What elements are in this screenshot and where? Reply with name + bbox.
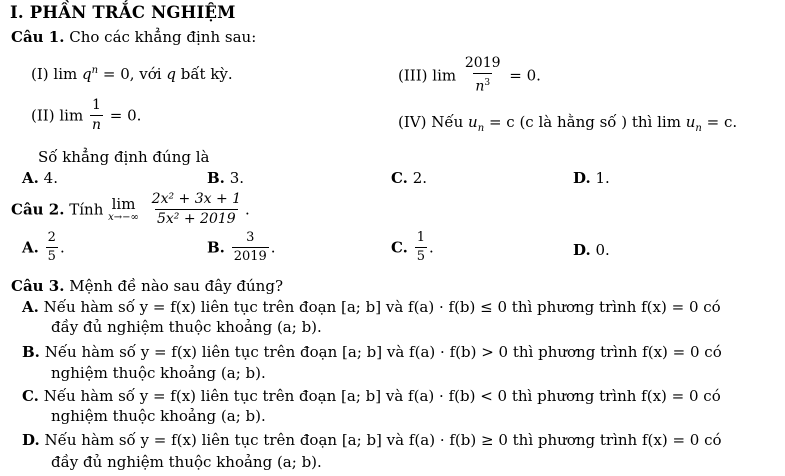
answer-3d-line-2: đầy đủ nghiệm thuộc khoảng (a; b). (51, 453, 322, 471)
fraction (150, 192, 243, 227)
answer-text: 3. (229, 169, 244, 187)
answer-3b-line-2: nghiệm thuộc khoảng (a; b). (51, 364, 266, 382)
fraction (463, 56, 503, 95)
answer-3a[interactable] (22, 298, 721, 316)
answer-2c[interactable] (391, 231, 434, 264)
math-u: u (685, 113, 696, 131)
statement-1-end: bất kỳ. (175, 65, 233, 83)
answer-line-1: Nếu hàm số y = f(x) liên tục trên đoạn [a; b] và f(a) · f(b) ≤ 0 thì phương trình f(x) = 0 có (43, 298, 721, 316)
question-3-label: Câu 3. (11, 277, 65, 295)
answer-end: . (428, 238, 434, 257)
fraction-denominator: 5x² + 2019 (157, 211, 236, 227)
statement-1 (31, 62, 233, 83)
statement-1-number: (I) (31, 65, 49, 83)
answer-2b[interactable] (207, 231, 276, 264)
fraction (415, 231, 427, 264)
statement-2 (31, 98, 141, 133)
math-subscript: n (477, 123, 485, 134)
lim-text: lim (53, 65, 78, 83)
fraction-numerator: 2x² + 3x + 1 (151, 191, 242, 207)
answer-label: A. (22, 169, 39, 187)
math-u: u (468, 113, 478, 131)
question-3-text: Mệnh đề nào sau đây đúng? (69, 277, 283, 295)
answer-line-1: Nếu hàm số y = f(x) liên tục trên đoạn [a; b] và f(a) · f(b) ≥ 0 thì phương trình f(x) = 0 có (44, 431, 722, 449)
answer-label: B. (207, 169, 225, 187)
answer-1d[interactable] (573, 169, 610, 187)
answer-label: C. (391, 238, 408, 257)
answer-line-1: Nếu hàm số y = f(x) liên tục trên đoạn [a; b] và f(a) · f(b) < 0 thì phương trình f(x) = 0 có (43, 387, 721, 405)
answer-label: A. (22, 298, 39, 316)
answer-label: A. (22, 238, 39, 257)
statement-4 (398, 113, 737, 138)
lim-text: lim (111, 194, 136, 213)
answer-end: . (59, 238, 65, 257)
math-exponent: 3 (484, 78, 491, 88)
answer-1a[interactable] (22, 169, 58, 187)
fraction-denominator: 2019 (233, 249, 267, 264)
fraction-denominator: 5 (47, 249, 56, 264)
answer-3a-line-2: đầy đủ nghiệm thuộc khoảng (a; b). (51, 318, 322, 336)
fraction (46, 231, 58, 264)
answer-label: C. (391, 169, 408, 187)
fraction-numerator: 2 (47, 230, 56, 245)
answer-text: 0. (595, 241, 610, 259)
statement-4-text: Nếu (431, 113, 469, 131)
answer-label: D. (573, 241, 591, 259)
limit-operator (108, 194, 139, 223)
question-1-label: Câu 1. (11, 28, 65, 46)
fraction-denominator (473, 73, 492, 95)
statement-4-end: = c. (701, 113, 738, 131)
answer-label: B. (22, 343, 40, 361)
answer-label: D. (22, 431, 40, 449)
answer-1c[interactable] (391, 169, 427, 187)
answer-label: D. (573, 169, 591, 187)
fraction-denominator: 5 (416, 249, 425, 264)
answer-end: . (270, 238, 276, 257)
math-subscript: n (695, 123, 702, 134)
answer-3b[interactable] (22, 343, 722, 361)
math-n: n (475, 78, 485, 95)
statement-4-number: (IV) (398, 113, 427, 131)
answer-label: B. (207, 238, 225, 257)
statement-3 (398, 56, 541, 95)
fraction-numerator: 3 (246, 230, 255, 245)
answer-3c-line-2: nghiệm thuộc khoảng (a; b). (51, 407, 266, 425)
question-2-text: Tính (69, 200, 104, 219)
lim-text: lim (432, 66, 457, 85)
fraction-denominator: n (91, 117, 101, 133)
answer-1b[interactable] (207, 169, 244, 187)
section-title: I. PHẦN TRẮC NGHIỆM (10, 3, 236, 22)
fraction-numerator: 1 (92, 97, 101, 113)
answer-3c[interactable] (22, 387, 721, 405)
answer-3d[interactable] (22, 431, 722, 449)
answer-text: 2. (412, 169, 427, 187)
statement-3-number: (III) (398, 66, 428, 85)
answer-text: 1. (595, 169, 610, 187)
question-2-end: . (245, 200, 250, 219)
answer-label: C. (22, 387, 39, 405)
fraction (232, 231, 269, 264)
question-2-stem (11, 192, 250, 227)
lim-text: lim (59, 106, 84, 125)
question-1-text: Cho các khẳng định sau: (69, 28, 257, 46)
question-2-label: Câu 2. (11, 200, 65, 219)
answer-2a[interactable] (22, 231, 65, 264)
question-1-prompt: Số khẳng định đúng là (38, 148, 210, 166)
statement-3-rest: = 0. (504, 66, 541, 85)
fraction-numerator: 2019 (464, 55, 501, 71)
lim-subscript: x→−∞ (108, 211, 139, 223)
math-q: q (82, 65, 92, 83)
statement-2-number: (II) (31, 106, 55, 125)
answer-2d[interactable] (573, 241, 610, 259)
statement-4-text-2: = c (c là hằng số ) thì lim (484, 113, 686, 131)
statement-2-rest: = 0. (104, 106, 142, 125)
question-1-stem (11, 28, 256, 46)
statement-1-rest: = 0, với (98, 65, 167, 83)
fraction (90, 98, 103, 133)
answer-text: 4. (43, 169, 58, 187)
answer-line-1: Nếu hàm số y = f(x) liên tục trên đoạn [a; b] và f(a) · f(b) > 0 thì phương trình f(x) = 0 có (44, 343, 722, 361)
math-var: q (166, 65, 176, 83)
question-3-stem (11, 277, 283, 295)
fraction-numerator: 1 (416, 230, 425, 245)
math-exponent: n (91, 65, 99, 76)
